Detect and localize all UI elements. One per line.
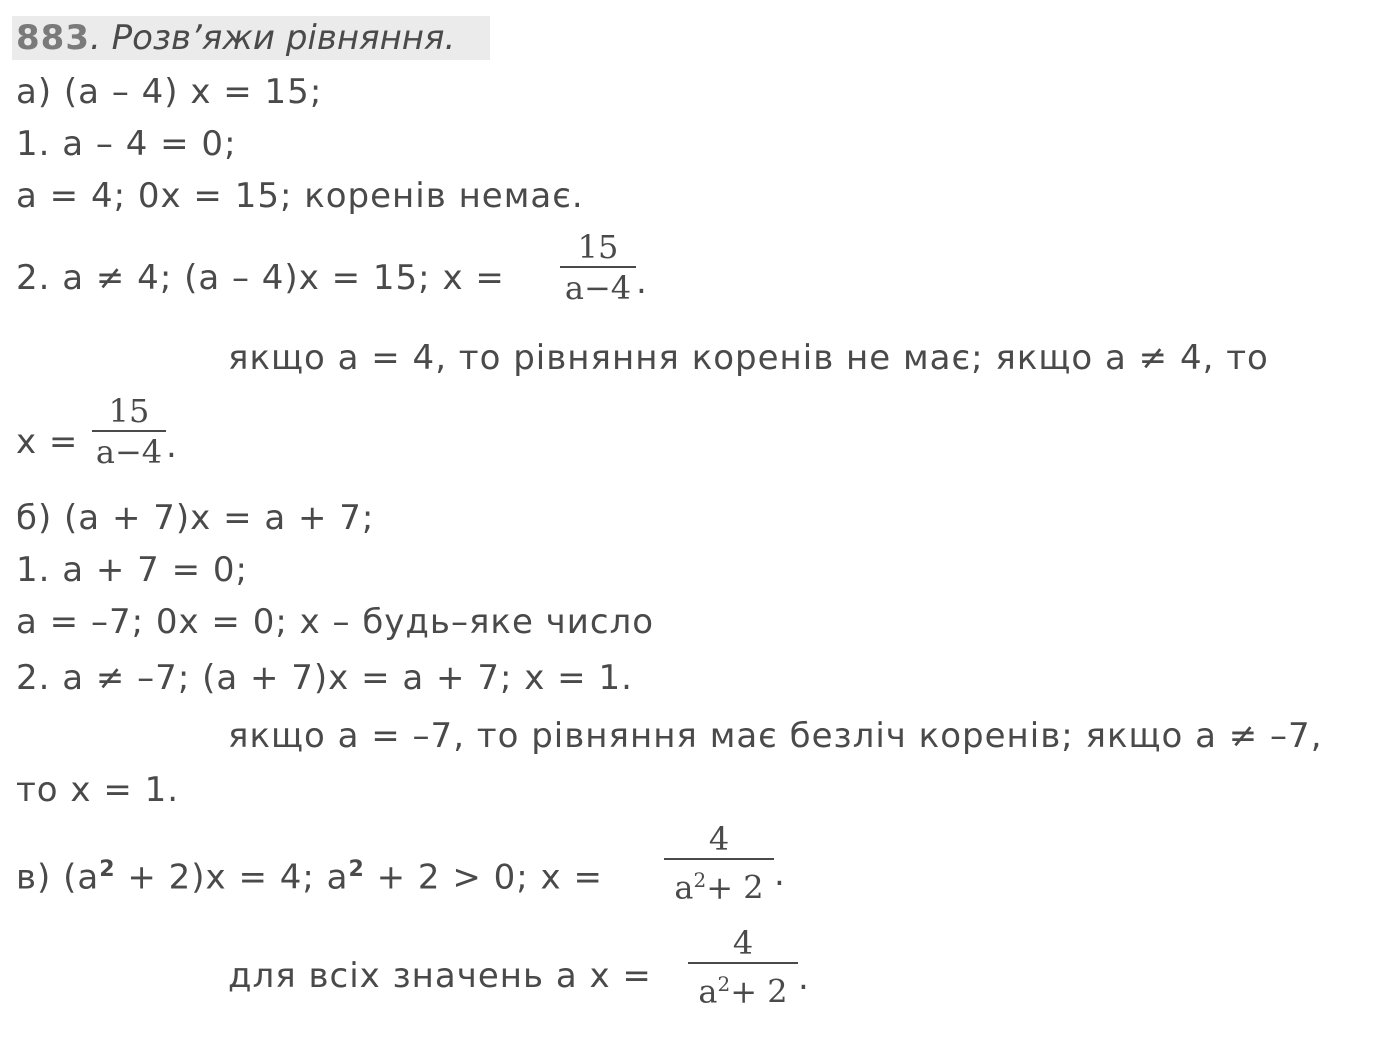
fraction-denominator: $a^2+ 2$ [698,972,788,1011]
fraction-period: . [798,958,810,998]
part-b-equation: б) (а + 7)х = а + 7; [16,498,375,538]
fraction-period: . [166,426,178,466]
fraction-numerator: 4 [732,924,754,962]
part-a-fraction-1 [560,228,636,308]
part-a-conclusion-x: х = [16,422,79,462]
fraction-denominator: a−4 [95,433,163,471]
part-a-fraction-2 [92,392,166,472]
fraction-denominator: $a^2+ 2$ [674,868,764,907]
exercise-number: 883 [16,18,90,58]
exercise-heading [16,18,455,58]
part-b-conclusion: якщо а = –7, то рівняння має безліч коренів; якщо а ≠ –7, [228,716,1323,756]
exercise-title: . Розв’яжи рівняння. [89,18,456,58]
part-a-case1-result: а = 4; 0х = 15; коренів немає. [16,176,584,216]
fraction-denominator: a−4 [564,269,632,307]
fraction-period: . [636,262,648,302]
part-b-conclusion-2: то х = 1. [16,770,180,810]
part-c-conclusion: для всіх значень а х = [228,956,652,996]
fraction-numerator: 15 [108,392,150,430]
part-a-conclusion: якщо а = 4, то рівняння коренів не має; якщо а ≠ 4, то [228,338,1269,378]
fraction-numerator: 15 [577,228,619,266]
part-b-case1: 1. а + 7 = 0; [16,550,249,590]
part-a-equation: а) (а – 4) х = 15; [16,72,323,112]
part-a-case1: 1. а – 4 = 0; [16,124,237,164]
fraction-numerator: 4 [708,820,730,858]
part-c-equation: в) $(а^2 + 2)х = 4$; $а^2 + 2 > 0$; х = [16,857,603,898]
fraction-period: . [774,854,786,894]
part-b-case1-result: а = –7; 0х = 0; х – будь–яке число [16,602,655,642]
part-c-fraction-1 [664,820,774,908]
part-a-case2: 2. а ≠ 4; (а – 4)х = 15; х = [16,258,505,298]
part-c-fraction-2 [688,924,798,1012]
part-b-case2: 2. а ≠ –7; (а + 7)х = а + 7; х = 1. [16,658,633,698]
